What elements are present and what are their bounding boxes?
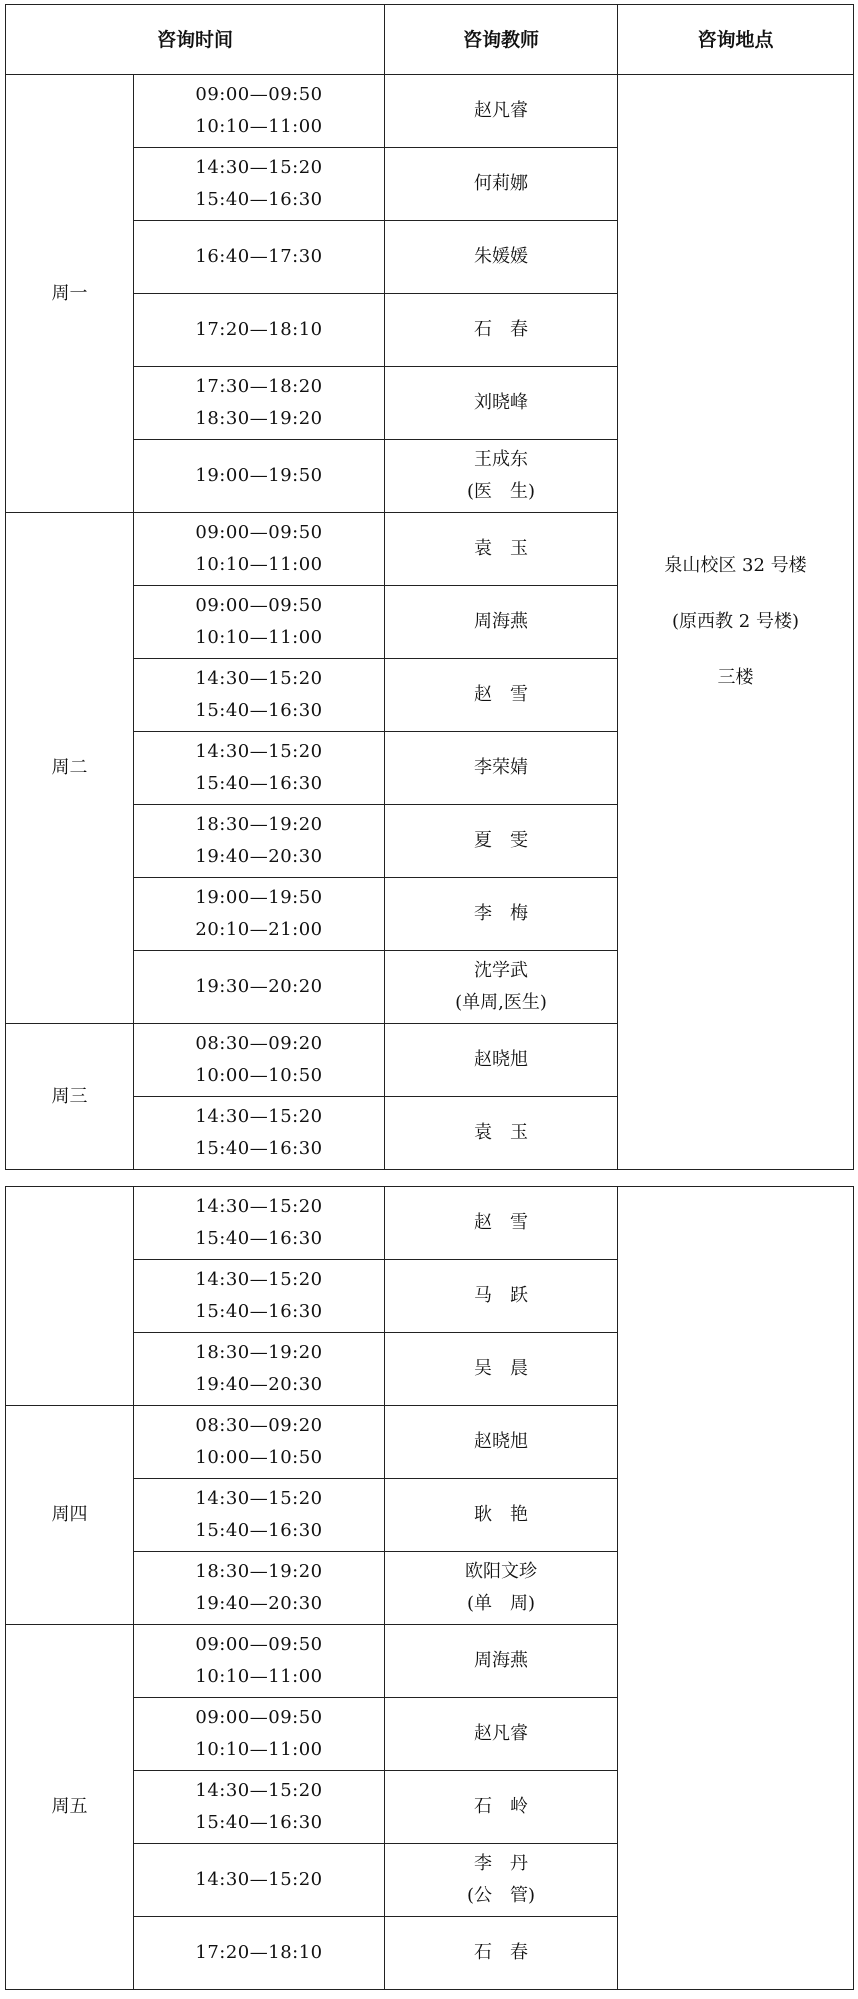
location-text: 三楼 bbox=[717, 667, 754, 688]
teacher-name: 石 春 bbox=[474, 1942, 528, 1963]
teacher-cell bbox=[385, 1771, 618, 1844]
teacher-cell bbox=[385, 1698, 618, 1771]
teacher-note: (公 管) bbox=[466, 1885, 536, 1906]
table-header-row bbox=[6, 5, 854, 75]
time-slot: 17:30—18:20 bbox=[195, 376, 323, 397]
teacher-cell bbox=[385, 732, 618, 805]
time-slot: 17:20—18:10 bbox=[195, 319, 323, 340]
time-cell bbox=[134, 148, 385, 221]
time-slot: 18:30—19:20 bbox=[195, 814, 323, 835]
teacher-note: (医 生) bbox=[466, 481, 536, 502]
teacher-cell bbox=[385, 1844, 618, 1917]
time-slot: 18:30—19:20 bbox=[195, 408, 323, 429]
time-cell bbox=[134, 951, 385, 1024]
time-cell bbox=[134, 586, 385, 659]
time-slot: 19:40—20:30 bbox=[195, 1593, 323, 1614]
time-cell bbox=[134, 1187, 385, 1260]
teacher-cell bbox=[385, 1260, 618, 1333]
teacher-name: 赵晓旭 bbox=[474, 1049, 529, 1070]
time-cell bbox=[134, 1406, 385, 1479]
time-slot: 09:00—09:50 bbox=[195, 84, 323, 105]
time-cell bbox=[134, 1771, 385, 1844]
teacher-name: 周海燕 bbox=[474, 611, 529, 632]
time-cell bbox=[134, 878, 385, 951]
teacher-name: 袁 玉 bbox=[474, 1122, 529, 1143]
weekday-cell: 周三 bbox=[6, 1024, 134, 1170]
time-slot: 20:10—21:00 bbox=[195, 919, 323, 940]
teacher-name: 周海燕 bbox=[474, 1650, 528, 1671]
teacher-cell bbox=[385, 1625, 618, 1698]
teacher-cell bbox=[385, 659, 618, 732]
time-slot: 09:00—09:50 bbox=[195, 1634, 323, 1655]
teacher-cell bbox=[385, 75, 618, 148]
teacher-note: (单 周) bbox=[466, 1593, 536, 1614]
teacher-cell bbox=[385, 1333, 618, 1406]
time-slot: 14:30—15:20 bbox=[195, 1488, 323, 1509]
time-cell bbox=[134, 1260, 385, 1333]
teacher-name: 耿 艳 bbox=[474, 1504, 528, 1525]
time-cell bbox=[134, 1917, 385, 1990]
time-slot: 16:40—17:30 bbox=[195, 246, 323, 267]
time-cell bbox=[134, 659, 385, 732]
time-slot: 10:10—11:00 bbox=[195, 116, 323, 137]
time-slot: 14:30—15:20 bbox=[195, 1106, 323, 1127]
time-cell bbox=[134, 513, 385, 586]
teacher-name: 赵凡睿 bbox=[474, 1723, 528, 1744]
teacher-name: 王成东 bbox=[474, 449, 529, 470]
teacher-name: 赵凡睿 bbox=[474, 100, 529, 121]
time-cell bbox=[134, 1333, 385, 1406]
time-cell bbox=[134, 294, 385, 367]
teacher-cell bbox=[385, 951, 618, 1024]
time-slot: 15:40—16:30 bbox=[195, 1301, 323, 1322]
teacher-cell bbox=[385, 1479, 618, 1552]
teacher-name: 赵晓旭 bbox=[474, 1431, 528, 1452]
header-consult-teacher: 咨询教师 bbox=[385, 5, 618, 75]
time-slot: 14:30—15:20 bbox=[195, 741, 323, 762]
location-text: 泉山校区 32 号楼 bbox=[664, 555, 807, 576]
header-consult-time: 咨询时间 bbox=[6, 5, 385, 75]
time-cell bbox=[134, 1479, 385, 1552]
time-slot: 14:30—15:20 bbox=[195, 157, 323, 178]
time-cell bbox=[134, 1625, 385, 1698]
teacher-name: 夏 雯 bbox=[474, 830, 529, 851]
teacher-name: 何莉娜 bbox=[474, 173, 529, 194]
time-cell bbox=[134, 1024, 385, 1097]
teacher-name: 袁 玉 bbox=[474, 538, 529, 559]
weekday-cell: 周二 bbox=[6, 513, 134, 1024]
teacher-name: 吴 晨 bbox=[474, 1358, 528, 1379]
location-text: (原西教 2 号楼) bbox=[672, 611, 799, 632]
schedule-table-page-2 bbox=[5, 1186, 854, 1990]
time-cell bbox=[134, 1698, 385, 1771]
teacher-cell bbox=[385, 1097, 618, 1170]
time-slot: 10:10—11:00 bbox=[195, 627, 323, 648]
time-cell bbox=[134, 75, 385, 148]
time-slot: 10:00—10:50 bbox=[195, 1447, 323, 1468]
teacher-name: 马 跃 bbox=[474, 1285, 528, 1306]
time-cell bbox=[134, 1097, 385, 1170]
time-slot: 08:30—09:20 bbox=[195, 1033, 323, 1054]
time-slot: 19:00—19:50 bbox=[195, 887, 323, 908]
time-slot: 19:40—20:30 bbox=[195, 846, 323, 867]
time-slot: 15:40—16:30 bbox=[195, 700, 323, 721]
location-cell bbox=[618, 1187, 854, 1990]
teacher-name: 朱媛媛 bbox=[474, 246, 529, 267]
teacher-name: 欧阳文珍 bbox=[465, 1561, 537, 1582]
header-consult-location: 咨询地点 bbox=[618, 5, 854, 75]
time-cell bbox=[134, 367, 385, 440]
time-slot: 15:40—16:30 bbox=[195, 1812, 323, 1833]
time-slot: 08:30—09:20 bbox=[195, 1415, 323, 1436]
teacher-name: 石 春 bbox=[474, 319, 529, 340]
time-slot: 15:40—16:30 bbox=[195, 189, 323, 210]
teacher-name: 李荣婧 bbox=[474, 757, 529, 778]
schedule-table-page-1 bbox=[5, 4, 854, 1170]
teacher-name: 李 丹 bbox=[474, 1853, 528, 1874]
time-cell bbox=[134, 440, 385, 513]
teacher-cell bbox=[385, 513, 618, 586]
time-slot: 14:30—15:20 bbox=[195, 1869, 323, 1890]
teacher-cell bbox=[385, 1406, 618, 1479]
time-slot: 09:00—09:50 bbox=[195, 595, 323, 616]
teacher-cell bbox=[385, 440, 618, 513]
teacher-name: 李 梅 bbox=[474, 903, 529, 924]
time-slot: 09:00—09:50 bbox=[195, 522, 323, 543]
time-slot: 14:30—15:20 bbox=[195, 1196, 323, 1217]
table-row bbox=[6, 1187, 854, 1260]
teacher-cell bbox=[385, 148, 618, 221]
time-slot: 14:30—15:20 bbox=[195, 1780, 323, 1801]
time-slot: 10:10—11:00 bbox=[195, 1739, 323, 1760]
time-cell bbox=[134, 805, 385, 878]
time-slot: 19:40—20:30 bbox=[195, 1374, 323, 1395]
time-cell bbox=[134, 221, 385, 294]
teacher-cell bbox=[385, 586, 618, 659]
teacher-cell bbox=[385, 878, 618, 951]
teacher-cell bbox=[385, 1024, 618, 1097]
weekday-cell: 周一 bbox=[6, 75, 134, 513]
time-slot: 15:40—16:30 bbox=[195, 773, 323, 794]
time-slot: 17:20—18:10 bbox=[195, 1942, 323, 1963]
time-slot: 18:30—19:20 bbox=[195, 1561, 323, 1582]
weekday-cell bbox=[6, 1187, 134, 1406]
location-cell bbox=[618, 75, 854, 1170]
teacher-name: 石 岭 bbox=[474, 1796, 528, 1817]
teacher-cell bbox=[385, 805, 618, 878]
time-slot: 18:30—19:20 bbox=[195, 1342, 323, 1363]
time-slot: 15:40—16:30 bbox=[195, 1228, 323, 1249]
teacher-cell bbox=[385, 1917, 618, 1990]
teacher-name: 沈学武 bbox=[474, 960, 529, 981]
teacher-name: 赵 雪 bbox=[474, 1212, 528, 1233]
time-cell bbox=[134, 1844, 385, 1917]
teacher-note: (单周,医生) bbox=[455, 992, 547, 1013]
time-cell bbox=[134, 1552, 385, 1625]
teacher-cell bbox=[385, 294, 618, 367]
teacher-cell bbox=[385, 1552, 618, 1625]
time-slot: 09:00—09:50 bbox=[195, 1707, 323, 1728]
teacher-name: 刘晓峰 bbox=[474, 392, 529, 413]
time-slot: 14:30—15:20 bbox=[195, 1269, 323, 1290]
time-slot: 15:40—16:30 bbox=[195, 1138, 323, 1159]
time-slot: 10:10—11:00 bbox=[195, 1666, 323, 1687]
time-slot: 15:40—16:30 bbox=[195, 1520, 323, 1541]
teacher-cell bbox=[385, 367, 618, 440]
table-row bbox=[6, 75, 854, 148]
teacher-name: 赵 雪 bbox=[474, 684, 529, 705]
weekday-cell: 周四 bbox=[6, 1406, 134, 1625]
time-slot: 10:00—10:50 bbox=[195, 1065, 323, 1086]
time-slot: 14:30—15:20 bbox=[195, 668, 323, 689]
time-slot: 19:30—20:20 bbox=[195, 976, 323, 997]
weekday-cell: 周五 bbox=[6, 1625, 134, 1990]
time-slot: 10:10—11:00 bbox=[195, 554, 323, 575]
time-slot: 19:00—19:50 bbox=[195, 465, 323, 486]
teacher-cell bbox=[385, 1187, 618, 1260]
time-cell bbox=[134, 732, 385, 805]
teacher-cell bbox=[385, 221, 618, 294]
